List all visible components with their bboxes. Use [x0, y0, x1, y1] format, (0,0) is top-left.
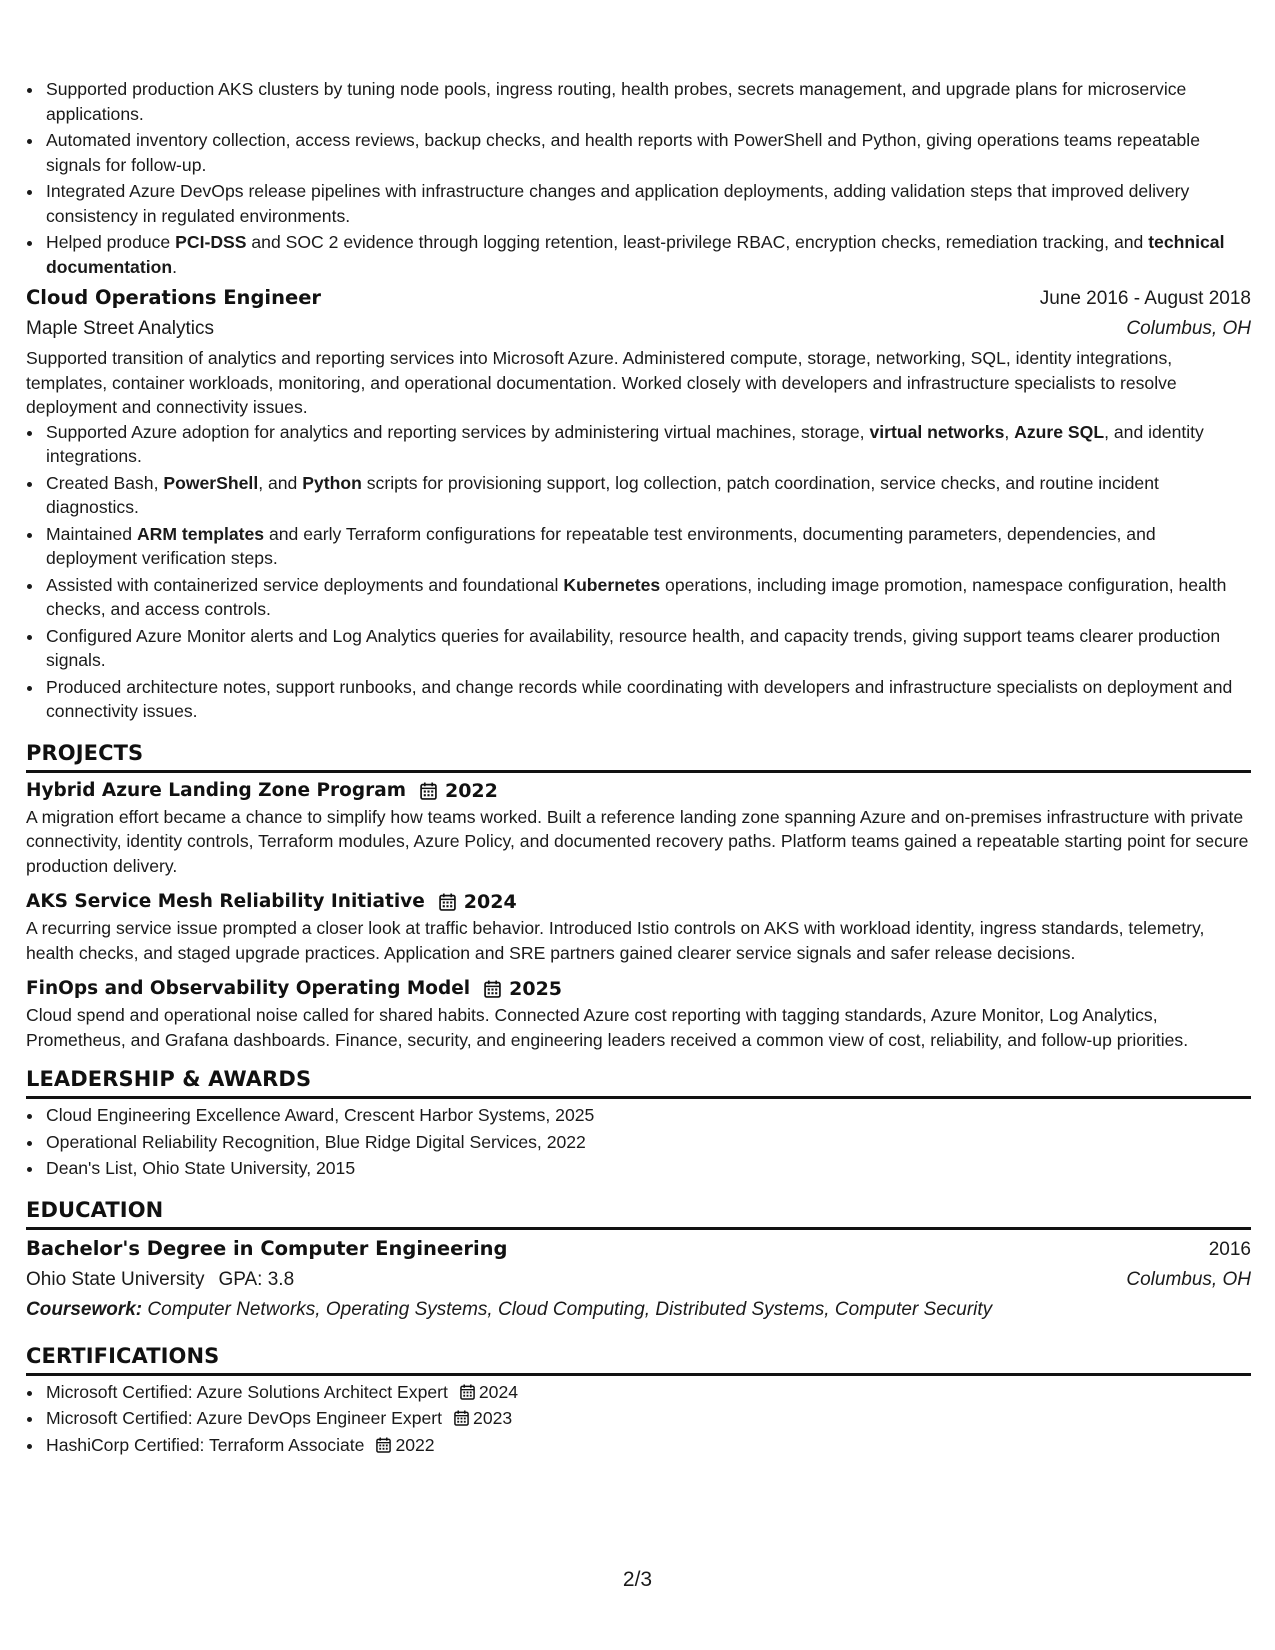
bullet-text: .: [172, 256, 177, 277]
projects-section: [26, 738, 1251, 1053]
bullet-text: Configured Azure Monitor alerts and Log Analytics queries for availability, resource health, and capacity trends, giving support teams clearer production signals.: [46, 625, 1221, 670]
section-heading-certifications: CERTIFICATIONS: [26, 1341, 1251, 1376]
project-title: Hybrid Azure Landing Zone Program: [26, 779, 406, 801]
project-year: 2022: [444, 779, 498, 802]
certification-year: 2023: [473, 1408, 513, 1428]
awards-list: [26, 1103, 1251, 1181]
certification-name: HashiCorp Certified: Terraform Associate: [46, 1434, 365, 1455]
bullet-item: [44, 624, 1251, 673]
certifications-list: [26, 1380, 1251, 1458]
bullet-item: [44, 471, 1251, 520]
project-description: A migration effort became a chance to simplify how teams worked. Built a reference landing zone spanning Azure and on-premises infrastructure with private connectivity, identity controls, Terraform modules, Azure Policy, and documented recovery paths. Platform teams gained a repeatable starting point for secure production delivery.: [26, 806, 1249, 876]
bullet-text: Supported Azure adoption for analytics and reporting services by administering virtual machines, storage,: [46, 421, 870, 442]
project-title: AKS Service Mesh Reliability Initiative: [26, 891, 425, 912]
coursework-label: Coursework:: [26, 1298, 143, 1320]
bullet-item: [44, 128, 1251, 177]
calendar-icon: [460, 1384, 475, 1400]
school-name: Ohio State University: [26, 1268, 205, 1290]
bullet-text: and early Terraform configurations for repeatable test environments, documenting parameters, dependencies, and deployment verification steps.: [46, 523, 1156, 568]
certification-item: [44, 1380, 1251, 1405]
project-entry: [26, 888, 1251, 965]
award-item: • Dean's List, Ohio State University, 2015: [44, 1156, 1251, 1181]
section-heading-projects: PROJECTS: [26, 738, 1251, 773]
calendar-icon: [420, 782, 437, 800]
project-header: [26, 975, 1251, 1003]
bullet-keyword: Python: [302, 472, 362, 493]
bullet-keyword: virtual networks: [869, 421, 1005, 442]
awards-section: [26, 1064, 1251, 1181]
graduation-year: 2016: [1208, 1238, 1251, 1260]
award-item: • Cloud Engineering Excellence Award, Crescent Harbor Systems, 2025: [44, 1103, 1251, 1128]
bullet-item: [44, 179, 1251, 228]
award-item: • Operational Reliability Recognition, Blue Ridge Digital Services, 2022: [44, 1130, 1251, 1155]
bullet-keyword: Azure SQL: [1014, 421, 1105, 442]
company-name: Maple Street Analytics: [26, 318, 214, 339]
section-heading-education: EDUCATION: [26, 1195, 1251, 1230]
calendar-icon: [484, 980, 501, 998]
bullet-text: Supported production AKS clusters by tuning node pools, ingress routing, health probes, secrets management, and upgrade plans for microservice applications.: [46, 79, 1187, 124]
calendar-icon: [376, 1437, 391, 1453]
project-year: 2024: [463, 891, 517, 913]
job-dates: June 2016 - August 2018: [1039, 288, 1251, 309]
school-line: [26, 1265, 294, 1295]
page-indicator: 2/3: [622, 1568, 653, 1591]
calendar-icon: [454, 1410, 469, 1426]
bullet-keyword: PowerShell: [163, 472, 259, 493]
role-bullets: [26, 420, 1251, 724]
job-title: Cloud Operations Engineer: [26, 286, 322, 309]
bullet-keyword: technical documentation: [46, 232, 1225, 277]
bullet-item: [44, 573, 1251, 622]
calendar-icon: [439, 893, 456, 911]
bullet-keyword: ARM templates: [136, 523, 265, 544]
education-section: [26, 1195, 1251, 1325]
role-summary: Supported transition of analytics and reporting services into Microsoft Azure. Administered compute, storage, networking, SQL, identity integrations, templates, container workloads, monitoring, and operational documentation. Worked closely with developers and infrastructure specialists to resolve deployment and connectivity issues.: [26, 348, 1177, 417]
project-description: Cloud spend and operational noise called for shared habits. Connected Azure cost reporting with tagging standards, Azure Monitor, Log Analytics, Prometheus, and Grafana dashboards. Finance, security, and engineering leaders received a common view of cost, reliability, and follow-up priorities.: [26, 1005, 1189, 1050]
bullet-text: and SOC 2 evidence through logging retention, least-privilege RBAC, encryption checks, remediation tracking, and: [246, 232, 1149, 252]
bullet-item: [44, 77, 1251, 126]
bullet-keyword: PCI-DSS: [175, 232, 247, 252]
project-entry: [26, 777, 1251, 879]
section-heading-awards: LEADERSHIP & AWARDS: [26, 1064, 1251, 1099]
job-location: Columbus, OH: [1126, 318, 1251, 339]
school-location: Columbus, OH: [1126, 1268, 1251, 1290]
bullet-text: scripts for provisioning support, log collection, patch coordination, service checks, and routine incident diagnostics.: [46, 472, 1159, 517]
bullet-item: [44, 420, 1251, 469]
bullet-text: Automated inventory collection, access reviews, backup checks, and health reports with PowerShell and Python, giving operations teams repeatable signals for follow-up.: [46, 130, 1201, 175]
bullet-text: , and identity integrations.: [46, 421, 1204, 466]
bullet-text: , and: [258, 472, 303, 493]
bullet-text: Helped produce: [46, 232, 176, 252]
project-description: A recurring service issue prompted a closer look at traffic behavior. Introduced Istio controls on AKS with workload identity, ingress standards, telemetry, health checks, and staged upgrade practices. Application and SRE partners gained clearer service signals and safer release decisions.: [26, 918, 1205, 963]
bullet-item: [44, 675, 1251, 724]
certification-item: [44, 1406, 1251, 1431]
project-header: [26, 777, 1251, 805]
certification-year: 2024: [478, 1381, 519, 1402]
coursework: [26, 1295, 1251, 1325]
bullet-text: Assisted with containerized service deployments and foundational: [46, 574, 564, 595]
certification-year: 2022: [395, 1434, 435, 1455]
project-header: [26, 888, 1251, 916]
certification-name: Microsoft Certified: Azure Solutions Architect Expert: [46, 1381, 448, 1402]
bullet-text: operations, including image promotion, namespace configuration, health checks, and access controls.: [46, 574, 1227, 619]
bullet-text: ,: [1004, 421, 1015, 442]
bullet-text: Maintained: [46, 523, 137, 544]
project-entry: [26, 975, 1251, 1052]
project-year: 2025: [509, 978, 563, 1000]
bullet-item: [44, 522, 1251, 571]
certifications-section: [26, 1341, 1251, 1458]
bullet-item: [44, 230, 1251, 279]
bullet-text: Created Bash,: [46, 472, 164, 493]
gpa: GPA: 3.8: [218, 1268, 295, 1290]
cloud-ops-role: [26, 283, 1251, 724]
resume-page: [26, 77, 1251, 1459]
prior-role-bullets: [26, 77, 1251, 279]
bullet-text: Produced architecture notes, support runbooks, and change records while coordinating with developers and infrastructure specialists on deployment and connectivity issues.: [46, 676, 1233, 721]
project-title: FinOps and Observability Operating Model: [26, 978, 471, 999]
degree-title: Bachelor's Degree in Computer Engineering: [26, 1236, 508, 1260]
certification-item: [44, 1433, 1251, 1458]
bullet-keyword: Kubernetes: [563, 574, 661, 595]
bullet-text: Integrated Azure DevOps release pipelines with infrastructure changes and application deployments, adding validation steps that improved delivery consistency in regulated environments.: [46, 181, 1190, 226]
certification-name: Microsoft Certified: Azure DevOps Engineer Expert: [46, 1408, 443, 1428]
coursework-list: Computer Networks, Operating Systems, Cloud Computing, Distributed Systems, Computer Security: [147, 1298, 993, 1320]
